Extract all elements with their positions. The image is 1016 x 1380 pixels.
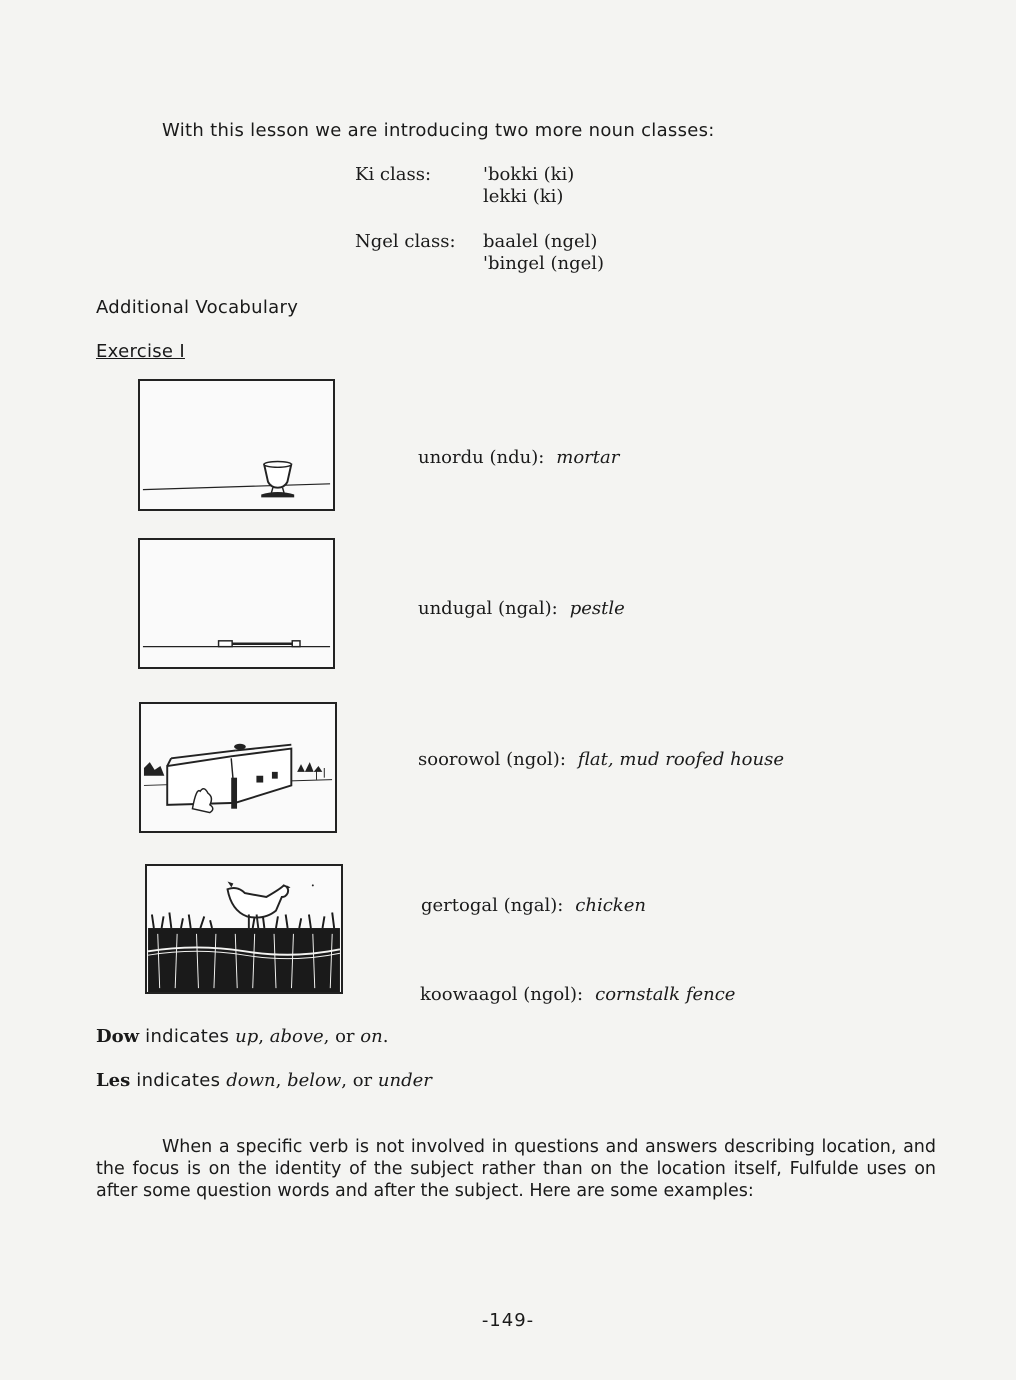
vocab-row-chicken	[421, 895, 646, 916]
ki-example-1: 'bokki (ki)	[483, 164, 575, 185]
les-meaning-under: under	[377, 1070, 432, 1091]
ngel-example-2: 'bingel (ngel)	[483, 253, 605, 274]
dow-separator: ,	[258, 1026, 270, 1047]
les-separator: , or	[341, 1070, 378, 1091]
vocab-row-pestle	[418, 598, 625, 619]
vocab-gloss: pestle	[569, 598, 625, 619]
vocab-gloss: chicken	[575, 895, 646, 916]
vocab-row-fence	[420, 984, 735, 1005]
vocab-term: soorowol (ngol):	[418, 749, 566, 770]
chicken-fence-illustration	[145, 864, 343, 994]
les-verb: indicates	[130, 1070, 227, 1091]
exercise-heading: Exercise I	[96, 341, 185, 362]
dow-period: .	[382, 1026, 389, 1047]
les-note	[96, 1070, 432, 1091]
dow-verb: indicates	[139, 1026, 236, 1047]
vocab-term: undugal (ngal):	[418, 598, 558, 619]
les-meaning-down: down	[226, 1070, 276, 1091]
ngel-example-1: baalel (ngel)	[483, 231, 598, 252]
intro-text: With this lesson we are introducing two more noun classes:	[162, 120, 715, 141]
ki-class-label: Ki class:	[355, 164, 432, 185]
dow-meaning-up: up	[235, 1026, 259, 1047]
vocab-gloss: flat, mud roofed house	[577, 749, 784, 770]
vocab-row-house	[418, 749, 784, 770]
mortar-illustration	[138, 379, 335, 511]
house-illustration	[139, 702, 337, 833]
vocab-row-mortar	[418, 447, 619, 468]
les-word: Les	[96, 1070, 131, 1091]
vocab-gloss: cornstalk fence	[595, 984, 736, 1005]
dow-meaning-on: on	[360, 1026, 383, 1047]
dow-word: Dow	[96, 1026, 140, 1047]
section-heading: Additional Vocabulary	[96, 297, 299, 318]
ki-example-2: lekki (ki)	[483, 186, 564, 207]
page-number: -149-	[481, 1310, 535, 1331]
dow-meaning-above: above	[269, 1026, 324, 1047]
vocab-term: unordu (ndu):	[418, 447, 545, 468]
vocab-term: koowaagol (ngol):	[420, 984, 584, 1005]
ngel-class-label: Ngel class:	[355, 231, 456, 252]
vocab-gloss: mortar	[556, 447, 620, 468]
dow-separator: , or	[323, 1026, 361, 1047]
les-meaning-below: below	[287, 1070, 342, 1091]
pestle-illustration	[138, 538, 335, 669]
vocab-term: gertogal (ngal):	[421, 895, 564, 916]
les-separator: ,	[275, 1070, 288, 1091]
body-paragraph: When a specific verb is not involved in questions and answers describing location, and the focus is on the identity of the subject rather than on the location itself, Fulfulde uses on after some question words and after the subject. Here are some examples:	[96, 1137, 936, 1201]
dow-note	[96, 1026, 388, 1047]
